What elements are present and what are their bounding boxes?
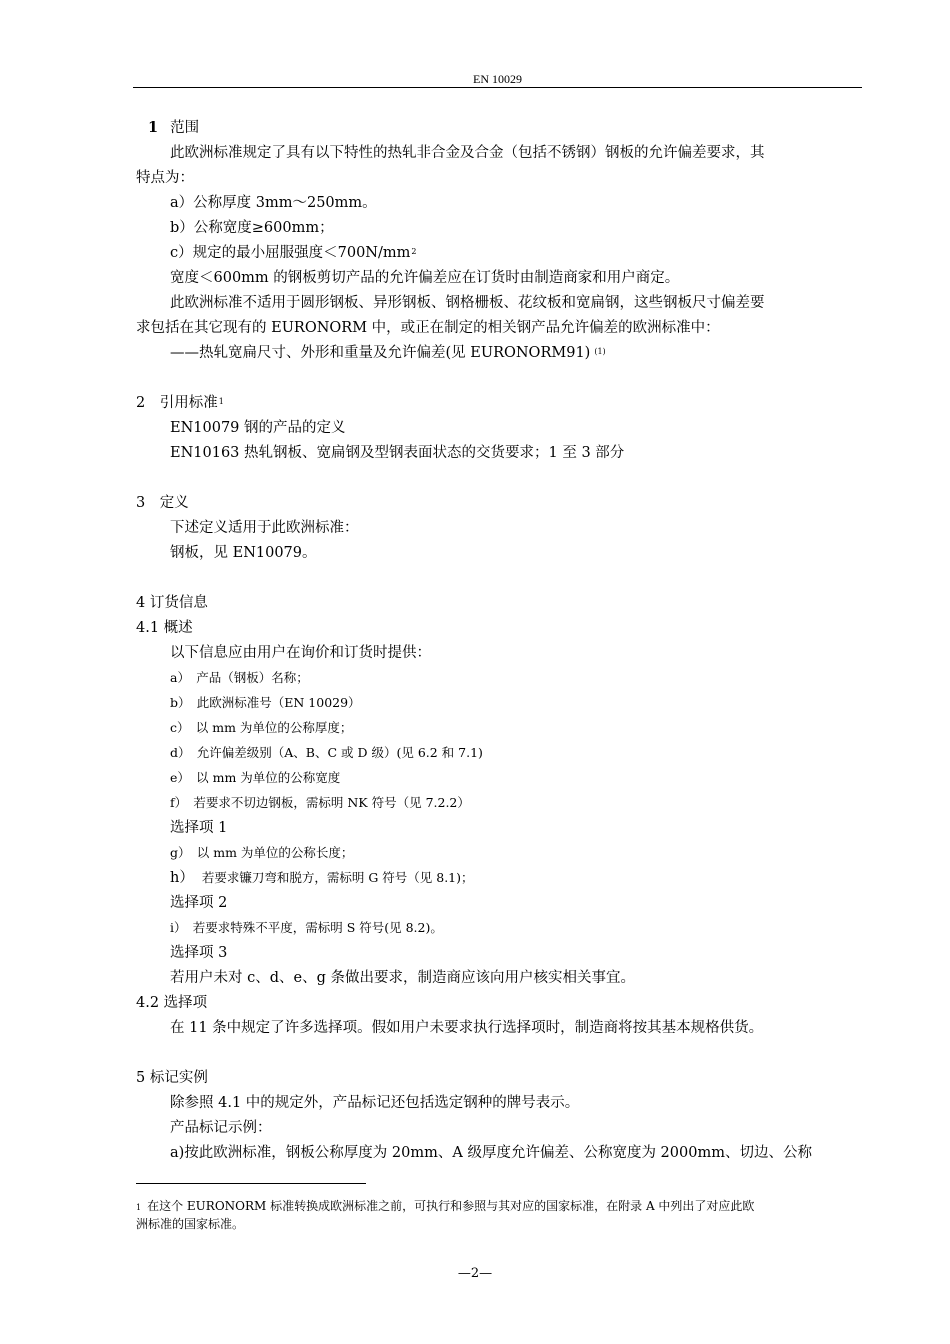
- s5-para-3: a)按此欧洲标准，钢板公称厚度为 20mm、A 级厚度允许偏差、公称宽度为 2000mm、切边、公称: [170, 1145, 812, 1161]
- s1-item-c-superscript: 2: [411, 247, 417, 256]
- s42-text: 在 11 条中规定了许多选择项。假如用户未要求执行选择项时，制造商将按其基本规格供货。: [170, 1020, 764, 1036]
- s41-item-g: g） 以 mm 为单位的公称长度；: [170, 845, 354, 860]
- section-1-title: 范围: [170, 120, 200, 136]
- s1-item-c-text: c）规定的最小屈服强度＜700N/mm: [170, 245, 411, 261]
- s5-para-1: 除参照 4.1 中的规定外，产品标记还包括选定钢种的牌号表示。: [170, 1095, 580, 1111]
- s41-option-1: 选择项 1: [170, 820, 228, 836]
- s41-note: 若用户未对 c、d、e、g 条做出要求，制造商应该向用户核实相关事宜。: [170, 970, 635, 986]
- s3-para-2: 钢板，见 EN10079。: [170, 545, 317, 561]
- s3-para-1: 下述定义适用于此欧洲标准：: [170, 520, 359, 536]
- s1-para-1a: 此欧洲标准规定了具有以下特性的热轧非合金及合金（包括不锈钢）钢板的允许偏差要求，其: [170, 145, 765, 161]
- footnote-rule: [136, 1183, 366, 1184]
- footnote-mark: 1: [136, 1203, 142, 1212]
- s41-option-2: 选择项 2: [170, 895, 228, 911]
- s2-reference-1: EN10079 钢的产品的定义: [170, 420, 346, 436]
- s41-option-3: 选择项 3: [170, 945, 228, 961]
- s41-item-c: c） 以 mm 为单位的公称厚度；: [170, 720, 353, 735]
- section-1-heading: [148, 118, 199, 138]
- footnote-text-1: 在这个 EURONORM 标准转换成欧洲标准之前，可执行和参照与其对应的国家标准，在附录 A 中列出了对应此欧: [147, 1199, 755, 1213]
- s2-reference-2: EN10163 热轧钢板、宽扁钢及型钢表面状态的交货要求；1 至 3 部分: [170, 445, 625, 461]
- section-2-footnote-mark: 1: [218, 397, 224, 406]
- s41-item-i: i） 若要求特殊不平度，需标明 S 符号(见 8.2)。: [170, 920, 443, 935]
- s41-item-e: e） 以 mm 为单位的公称宽度: [170, 770, 341, 785]
- s1-para-4-text: ——热轧宽扁尺寸、外形和重量及允许偏差(见 EURONORM91): [170, 345, 591, 361]
- s41-item-d: d） 允许偏差级别（A、B、C 或 D 级）(见 6.2 和 7.1): [170, 745, 483, 760]
- page-number: —2—: [457, 1266, 493, 1281]
- section-3-title: 3 定义: [136, 495, 189, 511]
- s1-para-4: [170, 343, 606, 363]
- header-rule: [133, 87, 862, 88]
- s1-item-c: [170, 243, 416, 263]
- s41-item-h: [170, 868, 474, 888]
- footnote-line-1: [136, 1198, 754, 1216]
- s41-item-f: f） 若要求不切边钢板，需标明 NK 符号（见 7.2.2）: [170, 795, 470, 810]
- section-2-heading: [136, 393, 224, 413]
- section-4-title: 4 订货信息: [136, 595, 208, 611]
- page-header: EN 10029: [473, 72, 522, 86]
- s1-para-3b: 求包括在其它现有的 EURONORM 中，或正在制定的相关钢产品允许偏差的欧洲标准中：: [136, 320, 720, 336]
- s1-item-a: a）公称厚度 3mm～250mm。: [170, 195, 377, 211]
- section-4-2-title: 4.2 选择项: [136, 995, 208, 1011]
- s41-item-h-label: h）: [170, 870, 194, 886]
- s1-para-2: 宽度＜600mm 的钢板剪切产品的允许偏差应在订货时由制造商家和用户商定。: [170, 270, 680, 286]
- section-4-1-title: 4.1 概述: [136, 620, 193, 636]
- s1-para-3a: 此欧洲标准不适用于圆形钢板、异形钢板、钢格栅板、花纹板和宽扁钢，这些钢板尺寸偏差要: [170, 295, 765, 311]
- s41-item-b: b） 此欧洲标准号（EN 10029）: [170, 695, 361, 710]
- footnote-line-2: 洲标准的国家标准。: [136, 1217, 245, 1231]
- s41-item-a: a） 产品（钢板）名称；: [170, 670, 309, 685]
- s1-para-4-superscript: (1): [594, 347, 606, 356]
- s41-intro: 以下信息应由用户在询价和订货时提供：: [170, 645, 431, 661]
- s41-item-h-text: 若要求镰刀弯和脱方，需标明 G 符号（见 8.1)；: [201, 870, 474, 885]
- s1-item-b: b）公称宽度≥600mm；: [170, 220, 334, 236]
- s5-para-2: 产品标记示例：: [170, 1120, 272, 1136]
- section-1-number: 1: [148, 119, 159, 136]
- s1-para-1b: 特点为：: [136, 170, 194, 186]
- section-5-title: 5 标记实例: [136, 1070, 208, 1086]
- section-2-title: 2 引用标准: [136, 395, 218, 411]
